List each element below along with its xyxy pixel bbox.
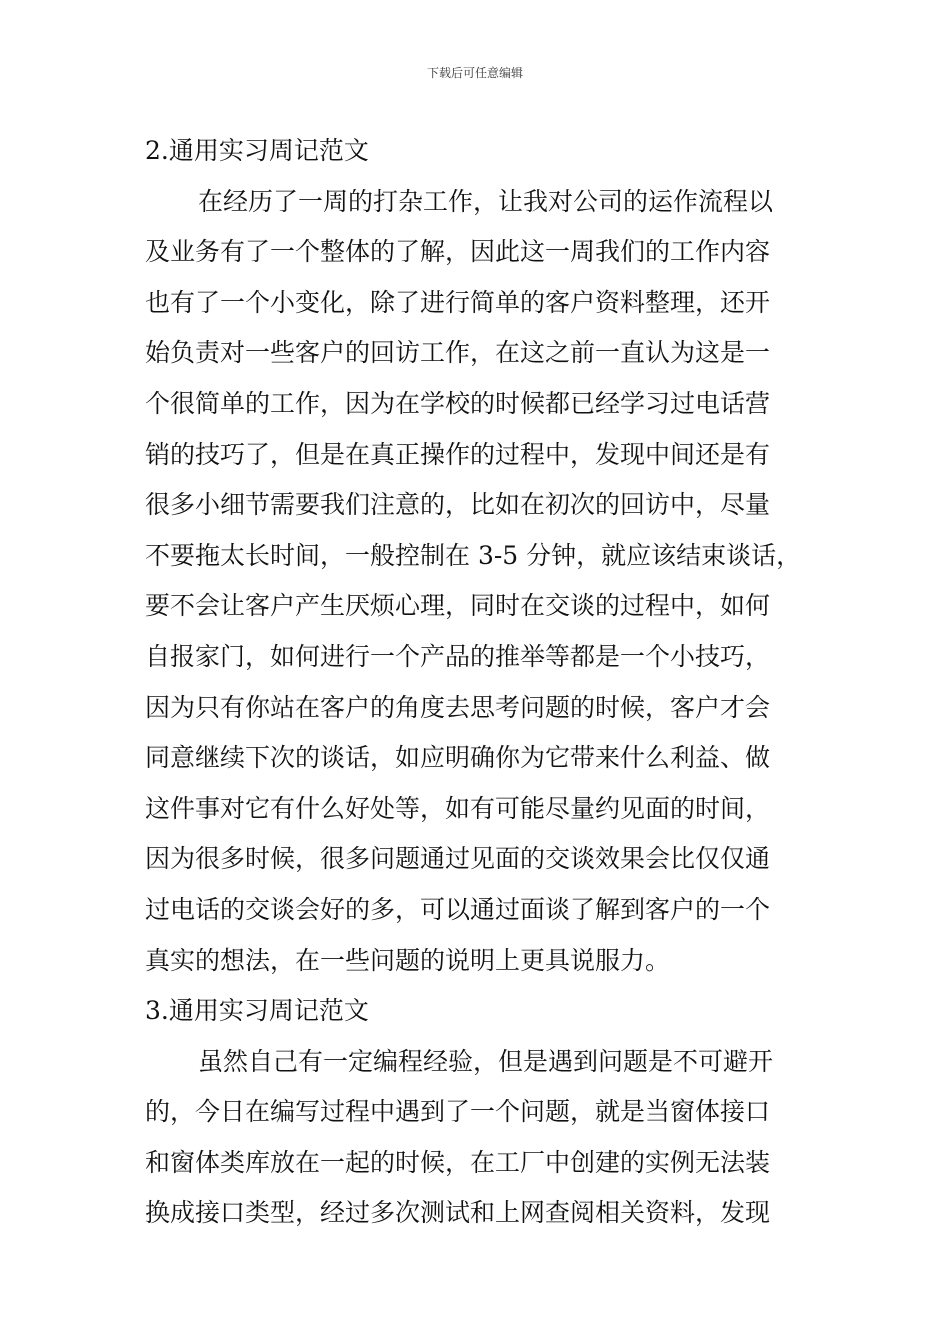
paragraph-line: 及业务有了一个整体的了解，因此这一周我们的工作内容: [145, 237, 771, 267]
paragraph-line: 很多小细节需要我们注意的，比如在初次的回访中，尽量: [145, 490, 771, 520]
paragraph-line: 自报家门，如何进行一个产品的推举等都是一个小技巧，: [145, 641, 771, 671]
paragraph-line: 因为只有你站在客户的角度去思考问题的时候，客户才会: [145, 692, 771, 722]
paragraph-line: 真实的想法，在一些问题的说明上更具说服力。: [145, 945, 671, 975]
paragraph-line: 和窗体类库放在一起的时候，在工厂中创建的实例无法装: [145, 1147, 771, 1177]
paragraph-line: 同意继续下次的谈话，如应明确你为它带来什么利益、做: [145, 743, 771, 773]
paragraph-line: 过电话的交谈会好的多，可以通过面谈了解到客户的一个: [145, 894, 771, 924]
paragraph-line: 不要拖太长时间，一般控制在 3-5 分钟，就应该结束谈话，: [145, 540, 802, 570]
paragraph-line: 也有了一个小变化，除了进行简单的客户资料整理，还开: [145, 287, 771, 317]
paragraph-line: 的，今日在编写过程中遇到了一个问题，就是当窗体接口: [145, 1097, 771, 1127]
paragraph-line: 换成接口类型，经过多次测试和上网查阅相关资料，发现: [145, 1198, 771, 1228]
page-header-note: 下载后可任意编辑: [426, 66, 523, 80]
section-heading: 2.通用实习周记范文: [145, 136, 369, 165]
paragraph-line: 个很简单的工作，因为在学校的时候都已经学习过电话营: [145, 388, 771, 418]
paragraph-line: 始负责对一些客户的回访工作，在这之前一直认为这是一: [145, 338, 771, 368]
paragraph-line: 销的技巧了，但是在真正操作的过程中，发现中间还是有: [145, 439, 771, 469]
paragraph: [145, 1037, 810, 1239]
paragraph-line: 因为很多时候，很多问题通过见面的交谈效果会比仅仅通: [145, 844, 771, 874]
paragraph-line: 虽然自己有一定编程经验，但是遇到问题是不可避开: [198, 1046, 774, 1076]
paragraph: [145, 177, 810, 987]
paragraph-line: 要不会让客户产生厌烦心理，同时在交谈的过程中，如何: [145, 591, 771, 621]
paragraph-line: 在经历了一周的打杂工作，让我对公司的运作流程以: [198, 186, 774, 216]
section-heading: 3.通用实习周记范文: [145, 996, 369, 1026]
paragraph-line: 这件事对它有什么好处等，如有可能尽量约见面的时间，: [145, 793, 771, 823]
document-body: [145, 126, 810, 1239]
